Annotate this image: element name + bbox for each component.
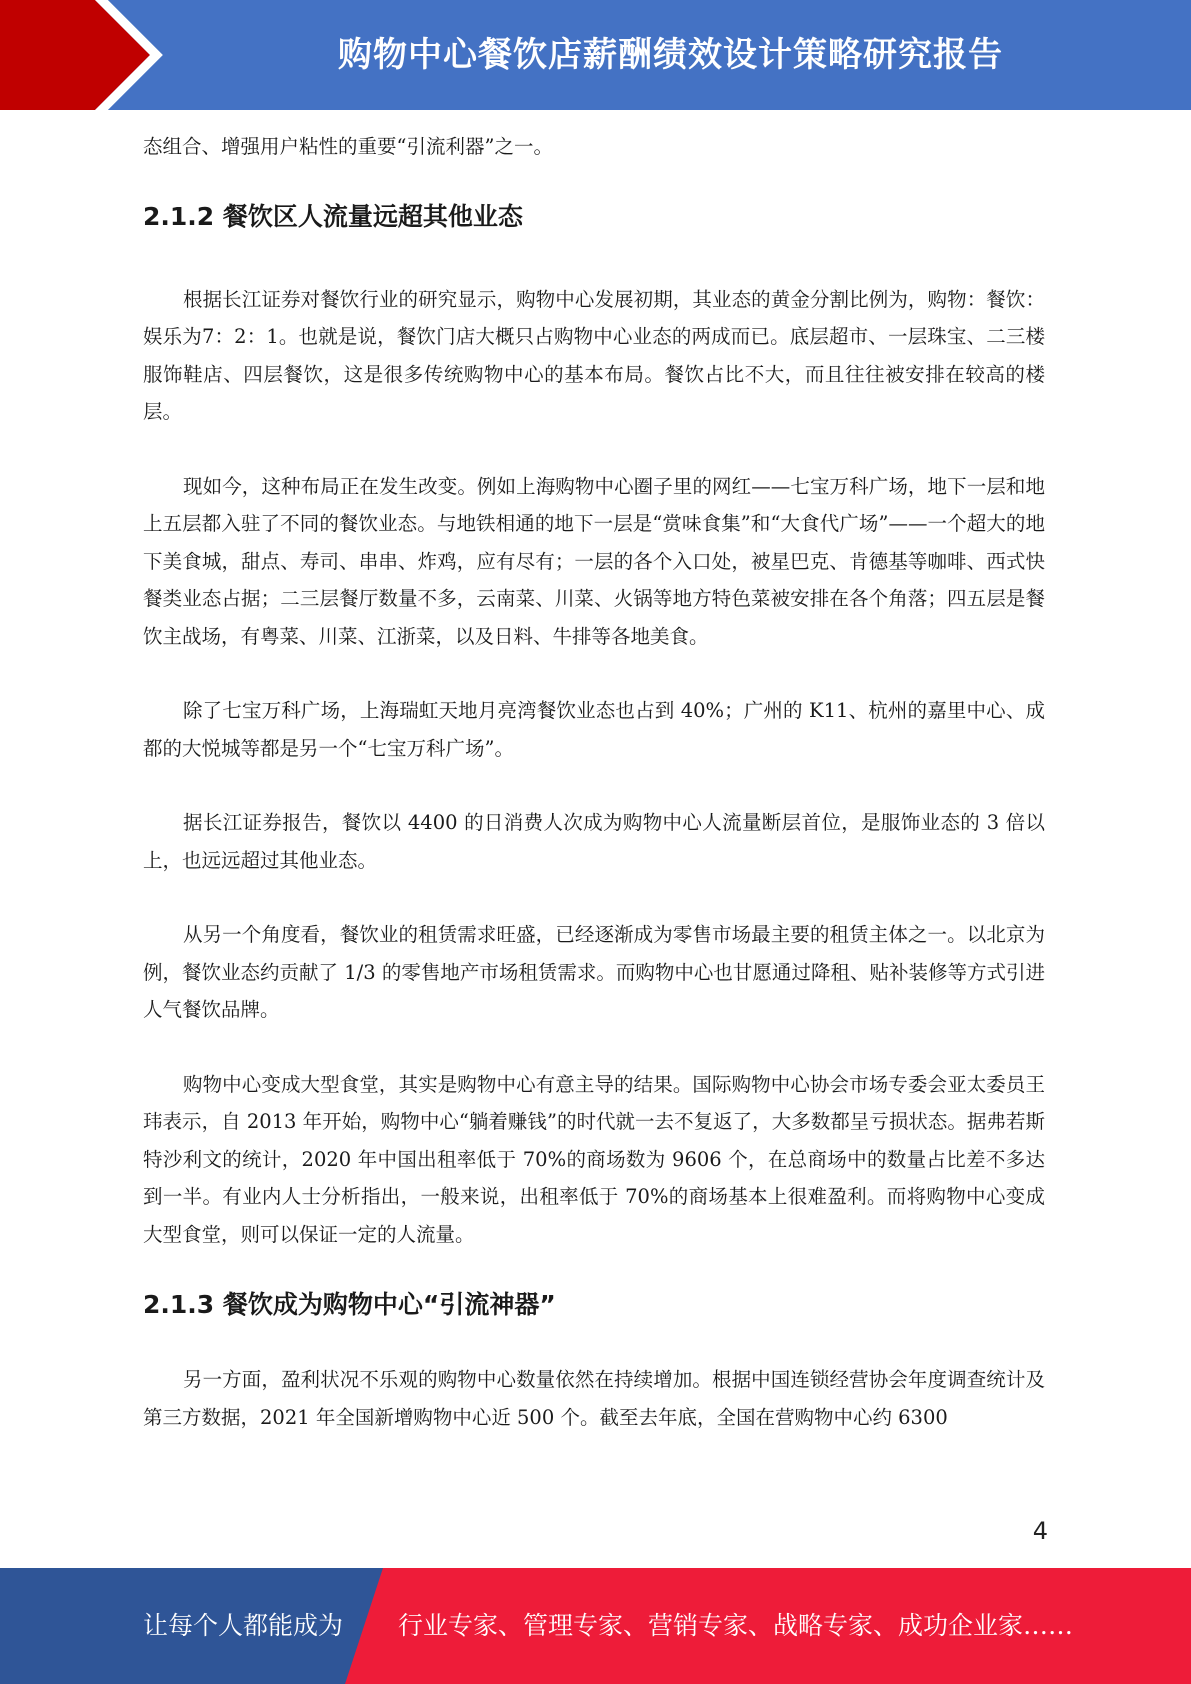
header-title: 购物中心餐饮店薪酬绩效设计策略研究报告 (338, 35, 1003, 75)
document-body (143, 128, 1045, 1436)
paragraph: 从另一个角度看，餐饮业的租赁需求旺盛，已经逐渐成为零售市场最主要的租赁主体之一。以北京为例，餐饮业态约贡献了 1/3 的零售地产市场租赁需求。而购物中心也甘愿通过降租、贴补装修等方式引进人气餐饮品牌。 (143, 923, 1045, 1021)
footer-slogan-left: 让每个人都能成为 (143, 1611, 344, 1640)
page-number: 4 (1032, 1517, 1048, 1545)
page-footer (0, 1568, 1191, 1684)
section-heading-2-1-2: 2.1.2 餐饮区人流量远超其他业态 (143, 201, 523, 231)
page-header (0, 0, 1191, 110)
paragraph: 另一方面，盈利状况不乐观的购物中心数量依然在持续增加。根据中国连锁经营协会年度调查统计及第三方数据，2021 年全国新增购物中心近 500 个。截至去年底，全国在营购物中心约 6300 (143, 1368, 1045, 1429)
paragraph: 购物中心变成大型食堂，其实是购物中心有意主导的结果。国际购物中心协会市场专委会亚太委员王玮表示，自 2013 年开始，购物中心“躺着赚钱”的时代就一去不复返了，大多数都呈亏损状态。据弗若斯特沙利文的统计，2020 年中国出租率低于 70%的商场数为 9606 个，在总商场中的数量占比差不多达到一半。有业内人士分析指出，一般来说，出租率低于 70%的商场基本上很难盈利。而将购物中心变成大型食堂，则可以保证一定的人流量。 (143, 1072, 1045, 1246)
paragraph: 除了七宝万科广场，上海瑞虹天地月亮湾餐饮业态也占到 40%；广州的 K11、杭州的嘉里中心、成都的大悦城等都是另一个“七宝万科广场”。 (143, 699, 1045, 760)
footer-slogan-right: 行业专家、管理专家、营销专家、战略专家、成功企业家…… (398, 1611, 1074, 1640)
section-heading-2-1-3: 2.1.3 餐饮成为购物中心“引流神器” (143, 1290, 556, 1319)
paragraph: 根据长江证券对餐饮行业的研究显示，购物中心发展初期，其业态的黄金分割比例为，购物：餐饮：娱乐为7：2：1。也就是说，餐饮门店大概只占购物中心业态的两成而已。底层超市、一层珠宝、二三楼服饰鞋店、四层餐饮，这是很多传统购物中心的基本布局。餐饮占比不大，而且往往被安排在较高的楼层。 (143, 287, 1045, 423)
paragraph: 据长江证券报告，餐饮以 4400 的日消费人次成为购物中心人流量断层首位，是服饰业态的 3 倍以上，也远远超过其他业态。 (143, 811, 1045, 872)
paragraph: 态组合、增强用户粘性的重要“引流利器”之一。 (143, 135, 553, 158)
paragraph: 现如今，这种布局正在发生改变。例如上海购物中心圈子里的网红——七宝万科广场，地下一层和地上五层都入驻了不同的餐饮业态。与地铁相通的地下一层是“赏味食集”和“大食代广场”——一个超大的地下美食城，甜点、寿司、串串、炸鸡，应有尽有；一层的各个入口处，被星巴克、肯德基等咖啡、西式快餐类业态占据；二三层餐厅数量不多，云南菜、川菜、火锅等地方特色菜被安排在各个角落；四五层是餐饮主战场，有粤菜、川菜、江浙菜，以及日料、牛排等各地美食。 (143, 474, 1045, 648)
